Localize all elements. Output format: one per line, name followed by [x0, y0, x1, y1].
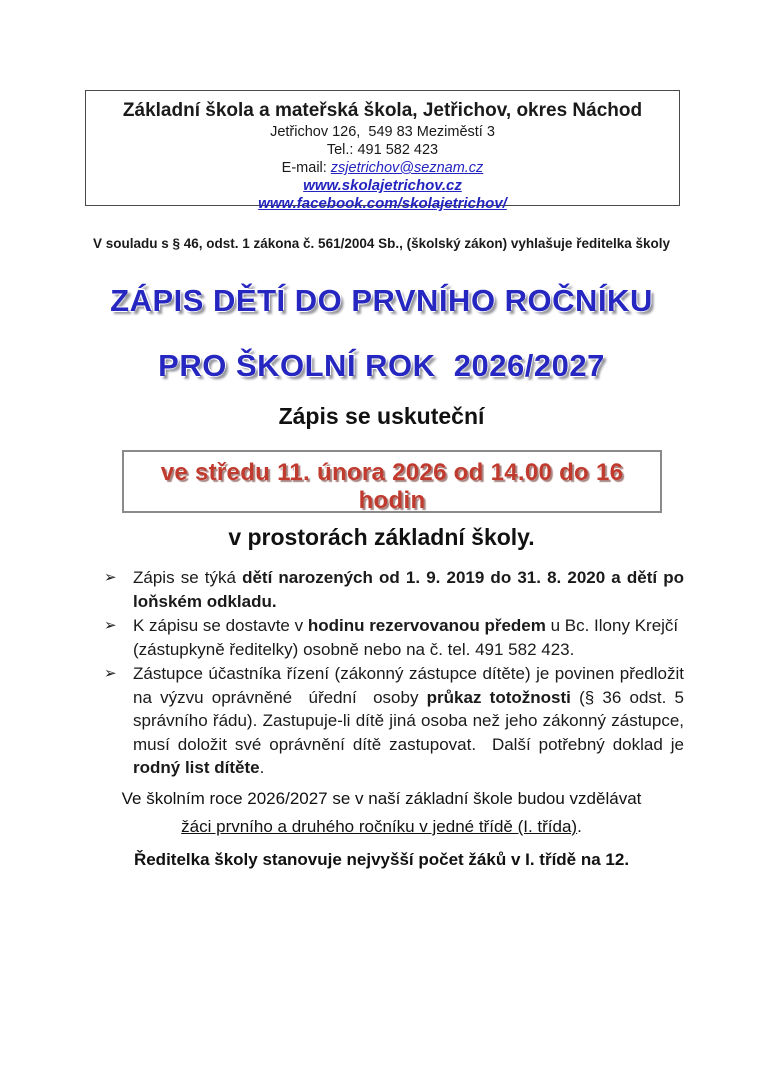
- bullet-item-eligibility: [100, 566, 689, 613]
- school-phone: Tel.: 491 582 423: [326, 142, 439, 158]
- lead-line: Zápis se uskuteční: [278, 403, 485, 429]
- bullet1-text-bold: dětí narozených od 1. 9. 2019 do 31. 8. 2020 a dětí po loňském odkladu.: [133, 568, 689, 611]
- bullet2-text-bold: hodinu rezervovanou předem: [307, 616, 546, 635]
- email-label: E-mail:: [281, 160, 327, 176]
- bullet2-text-regular2: u Bc. Ilony Krejčí (zástupkyně ředitelky) osobně nebo na č. tel. 491 582 423.: [133, 616, 679, 659]
- footer-line1: Ve školním roce 2026/2027 se v naší základní škole budou vzdělávat: [121, 789, 642, 808]
- bullet2-text-regular: K zápisu se dostavte v: [133, 616, 308, 635]
- bullet3-text-bold: průkaz totožnosti: [426, 687, 571, 707]
- main-title-line1: ZÁPIS DĚTÍ DO PRVNÍHO ROČNÍKU: [110, 283, 653, 318]
- footer-line2-underlined: žáci prvního a druhého ročníku v jedné třídě (I. třída): [181, 817, 578, 836]
- info-bullet-list: [100, 566, 689, 781]
- main-title-line2: PRO ŠKOLNÍ ROK 2026/2027: [158, 348, 605, 383]
- footer-line2: [0, 817, 763, 837]
- bullet-item-documents: [100, 662, 689, 780]
- bullet3-text-period: .: [259, 758, 265, 777]
- footer-line2-period: .: [577, 817, 582, 836]
- location-line: v prostorách základní školy.: [228, 524, 535, 550]
- bullet1-text-regular: Zápis se týká: [133, 568, 243, 587]
- bullet-item-reservation: [100, 614, 684, 661]
- arrow-bullet-icon: ➢: [104, 617, 117, 634]
- bullet3-text-bold2: rodný list dítěte: [133, 758, 260, 777]
- legal-intro-line: V souladu s § 46, odst. 1 zákona č. 561/2004 Sb., (školský zákon) vyhlašuje ředitelka školy: [92, 236, 670, 251]
- school-name: Základní škola a mateřská škola, Jetřichov, okres Náchod: [122, 100, 643, 121]
- date-box: [122, 450, 662, 513]
- email-link[interactable]: zsjetrichov@seznam.cz: [330, 160, 484, 176]
- school-address: Jetřichov 126, 549 83 Meziměstí 3: [270, 124, 495, 140]
- facebook-link[interactable]: www.facebook.com/skolajetrichov/: [258, 195, 507, 212]
- footer-line3: Ředitelka školy stanovuje nejvyšší počet žáků v I. třídě na 12.: [133, 850, 630, 869]
- event-date-text: ve středu 11. února 2026 od 14.00 do 16 hodin: [160, 459, 624, 514]
- school-email-line: [86, 159, 679, 177]
- school-facebook-line: [86, 195, 679, 213]
- arrow-bullet-icon: ➢: [104, 665, 117, 682]
- bullet3-text-regular2: (§ 36 odst. 5 správního řádu). Zastupuje-li dítě jiná osoba než jeho zákonný zástupce, musí doložit své oprávnění dítě zastupovat. Další potřebný doklad je: [133, 687, 689, 754]
- school-website-line: [86, 177, 679, 195]
- bullet3-text-regular: Zástupce účastníka řízení (zákonný zástupce dítěte) je povinen předložit na výzvu oprávněné úřední osoby: [133, 664, 689, 707]
- letterhead-box: [85, 90, 680, 212]
- website-link[interactable]: www.skolajetrichov.cz: [303, 177, 462, 194]
- arrow-bullet-icon: ➢: [104, 569, 117, 586]
